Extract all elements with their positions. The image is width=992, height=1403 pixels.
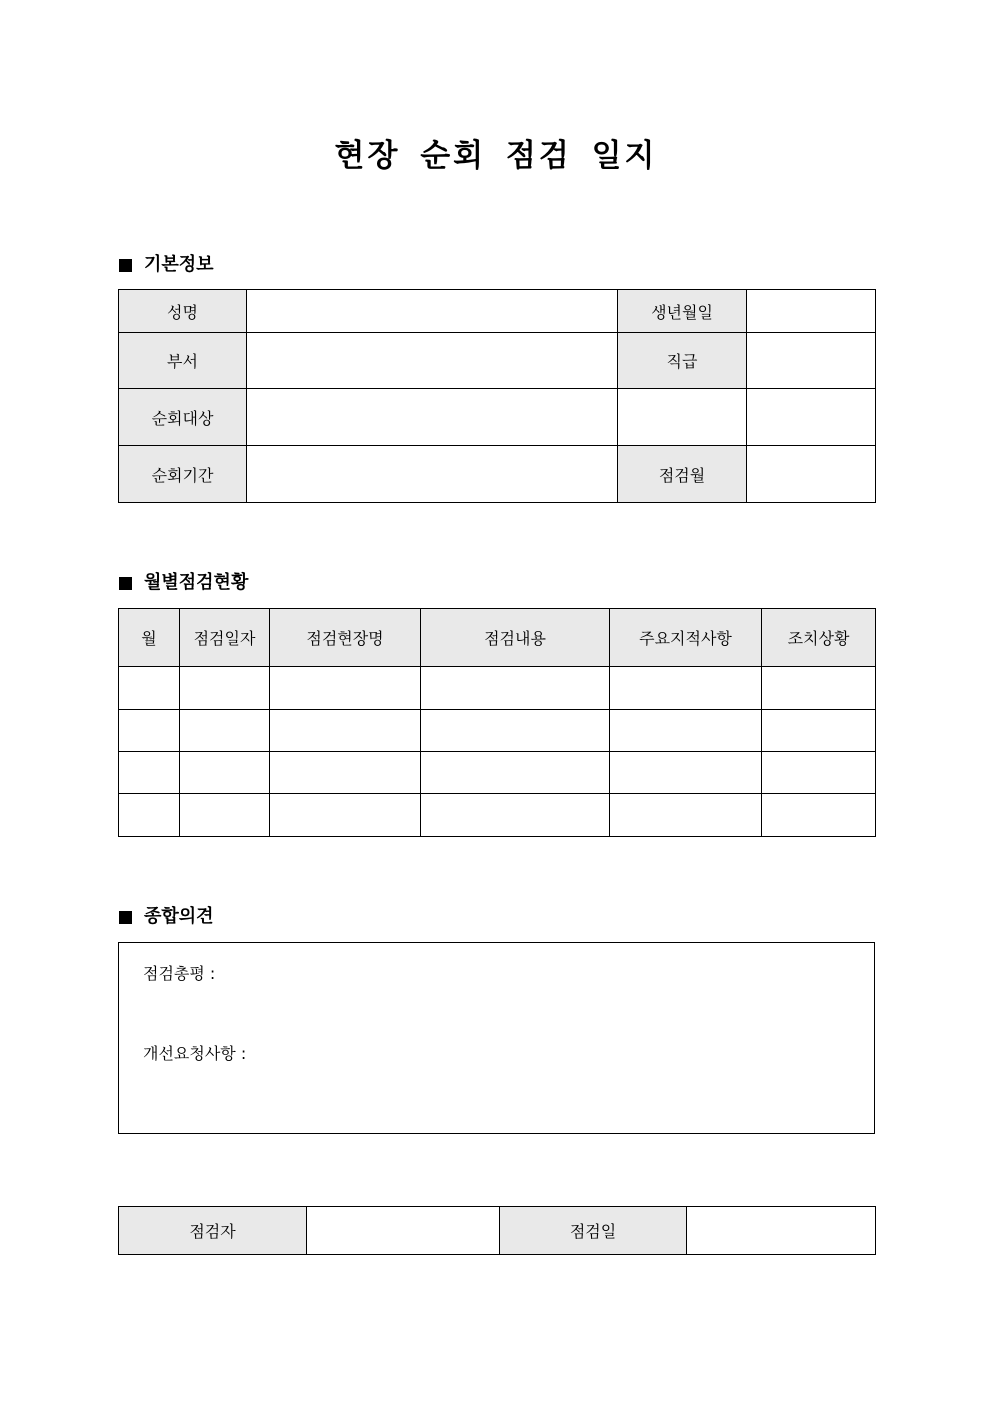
cell-date[interactable]	[180, 710, 270, 752]
target-label: 순회대상	[119, 389, 247, 446]
cell-month[interactable]	[119, 752, 180, 794]
cell-site[interactable]	[270, 710, 421, 752]
table-row	[119, 389, 876, 446]
table-row	[119, 446, 876, 503]
period-label: 순회기간	[119, 446, 247, 503]
cell-content[interactable]	[421, 794, 610, 837]
cell-content[interactable]	[421, 667, 610, 710]
dept-field[interactable]	[247, 333, 618, 389]
target-extra-field[interactable]	[618, 389, 747, 446]
cell-action[interactable]	[762, 794, 876, 837]
cell-findings[interactable]	[610, 752, 762, 794]
square-bullet-icon	[119, 259, 132, 272]
rank-field[interactable]	[747, 333, 876, 389]
dept-label: 부서	[119, 333, 247, 389]
cell-month[interactable]	[119, 794, 180, 837]
birth-label: 생년월일	[618, 290, 747, 333]
table-row	[119, 710, 876, 752]
cell-date[interactable]	[180, 794, 270, 837]
cell-date[interactable]	[180, 667, 270, 710]
column-header-date: 점검일자	[180, 609, 270, 667]
table-row	[119, 1207, 876, 1255]
section-heading-opinion-label: 종합의견	[144, 906, 214, 927]
section-heading-basic-label: 기본정보	[144, 254, 214, 275]
column-header-site: 점검현장명	[270, 609, 421, 667]
table-row	[119, 794, 876, 837]
birth-field[interactable]	[747, 290, 876, 333]
column-header-findings: 주요지적사항	[610, 609, 762, 667]
cell-content[interactable]	[421, 710, 610, 752]
section-heading-monthly-label: 월별점검현황	[144, 572, 249, 593]
inspection-date-field[interactable]	[687, 1207, 876, 1255]
cell-action[interactable]	[762, 752, 876, 794]
name-field[interactable]	[247, 290, 618, 333]
opinion-box[interactable]	[118, 942, 875, 1134]
signature-table	[118, 1206, 876, 1255]
page-title: 현장 순회 점검 일지	[334, 138, 658, 174]
column-header-content: 점검내용	[421, 609, 610, 667]
month-label: 점검월	[618, 446, 747, 503]
square-bullet-icon	[119, 911, 132, 924]
column-header-month: 월	[119, 609, 180, 667]
rank-label: 직급	[618, 333, 747, 389]
section-heading-opinion	[119, 905, 214, 929]
table-header-row	[119, 609, 876, 667]
cell-findings[interactable]	[610, 667, 762, 710]
cell-site[interactable]	[270, 752, 421, 794]
month-field[interactable]	[747, 446, 876, 503]
table-row	[119, 752, 876, 794]
request-label: 개선요청사항 :	[143, 1044, 247, 1063]
target-field[interactable]	[247, 389, 618, 446]
section-heading-basic	[119, 253, 214, 277]
monthly-inspection-table	[118, 608, 876, 837]
period-field[interactable]	[247, 446, 618, 503]
cell-month[interactable]	[119, 667, 180, 710]
square-bullet-icon	[119, 577, 132, 590]
review-label: 점검총평 :	[143, 964, 216, 983]
cell-site[interactable]	[270, 667, 421, 710]
cell-findings[interactable]	[610, 710, 762, 752]
cell-action[interactable]	[762, 710, 876, 752]
table-row	[119, 333, 876, 389]
column-header-action: 조치상황	[762, 609, 876, 667]
cell-month[interactable]	[119, 710, 180, 752]
cell-site[interactable]	[270, 794, 421, 837]
cell-action[interactable]	[762, 667, 876, 710]
table-row	[119, 667, 876, 710]
inspector-label: 점검자	[119, 1207, 307, 1255]
inspection-date-label: 점검일	[500, 1207, 687, 1255]
section-heading-monthly	[119, 571, 248, 595]
inspector-field[interactable]	[307, 1207, 500, 1255]
target-extra-field-2[interactable]	[747, 389, 876, 446]
table-row	[119, 290, 876, 333]
name-label: 성명	[119, 290, 247, 333]
cell-date[interactable]	[180, 752, 270, 794]
basic-info-table	[118, 289, 876, 503]
cell-findings[interactable]	[610, 794, 762, 837]
cell-content[interactable]	[421, 752, 610, 794]
